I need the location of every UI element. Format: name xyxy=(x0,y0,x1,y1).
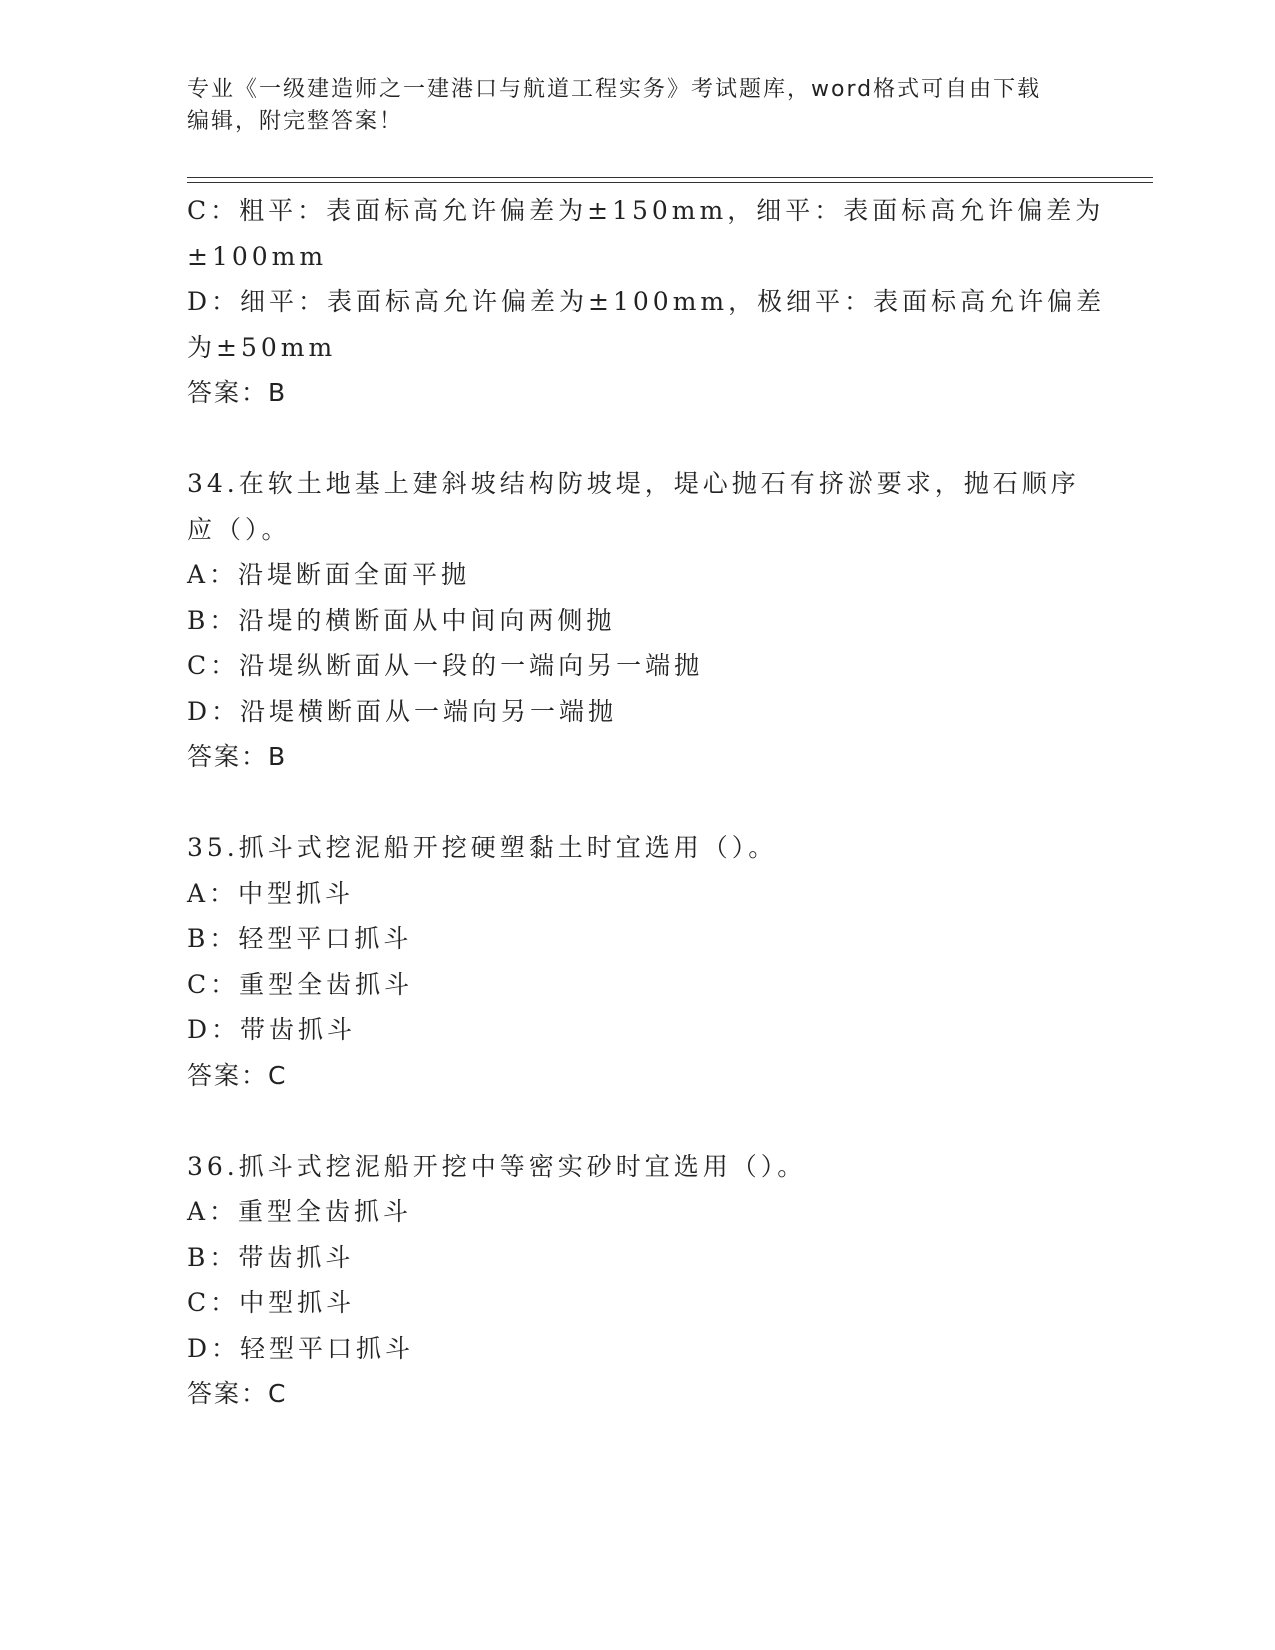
option-c-line-1: C：粗平：表面标高允许偏差为±150mm，细平：表面标高允许偏差为 xyxy=(187,196,1105,225)
header-line-2: 编辑，附完整答案！ xyxy=(187,109,404,134)
option-b: B：沿堤的横断面从中间向两侧抛 xyxy=(187,605,616,635)
option-a: A：中型抓斗 xyxy=(187,878,355,908)
spacer xyxy=(187,1098,1087,1144)
question-36 xyxy=(187,1144,1087,1417)
option-a: A：重型全齿抓斗 xyxy=(187,1197,413,1226)
question-content xyxy=(187,188,1106,1417)
option-b: B：带齿抓斗 xyxy=(187,1242,355,1272)
header-line-1: 专业《一级建造师之一建港口与航道工程实务》考试题库，word格式可自由下载 xyxy=(187,77,1042,102)
question-34 xyxy=(187,461,1087,780)
question-stem: 35.抓斗式挖泥船开挖硬塑黏土时宜选用（）。 xyxy=(187,833,778,862)
spacer xyxy=(187,780,1087,826)
question-35 xyxy=(187,825,1087,1098)
option-d: D：带齿抓斗 xyxy=(187,1015,357,1044)
header-divider-bottom xyxy=(187,182,1153,183)
answer-label: 答案：B xyxy=(187,378,288,407)
option-c: C：中型抓斗 xyxy=(187,1288,356,1317)
option-c: C：重型全齿抓斗 xyxy=(187,969,414,999)
option-d-line-2: 为±50mm xyxy=(187,332,337,362)
question-stem-line-1: 34.在软土地基上建斜坡结构防坡堤，堤心抛石有挤淤要求，抛石顺序 xyxy=(187,469,1080,498)
answer-label: 答案：C xyxy=(187,1379,288,1408)
answer-label: 答案：B xyxy=(187,742,288,771)
answer-label: 答案：C xyxy=(187,1060,288,1090)
option-a: A：沿堤断面全面平抛 xyxy=(187,560,471,589)
option-c-line-2: ±100mm xyxy=(187,241,328,271)
page-header xyxy=(187,74,1067,138)
option-b: B：轻型平口抓斗 xyxy=(187,924,413,953)
question-stem-line-2: 应（）。 xyxy=(187,514,291,544)
option-d: D：轻型平口抓斗 xyxy=(187,1333,415,1363)
previous-question-block xyxy=(187,188,1106,416)
question-stem: 36.抓斗式挖泥船开挖中等密实砂时宜选用（）。 xyxy=(187,1151,807,1181)
spacer xyxy=(187,416,1087,462)
header-divider-top xyxy=(187,177,1153,178)
option-c: C：沿堤纵断面从一段的一端向另一端抛 xyxy=(187,651,704,680)
option-d-line-1: D：细平：表面标高允许偏差为±100mm，极细平：表面标高允许偏差 xyxy=(187,287,1106,316)
option-d: D：沿堤横断面从一端向另一端抛 xyxy=(187,696,618,726)
